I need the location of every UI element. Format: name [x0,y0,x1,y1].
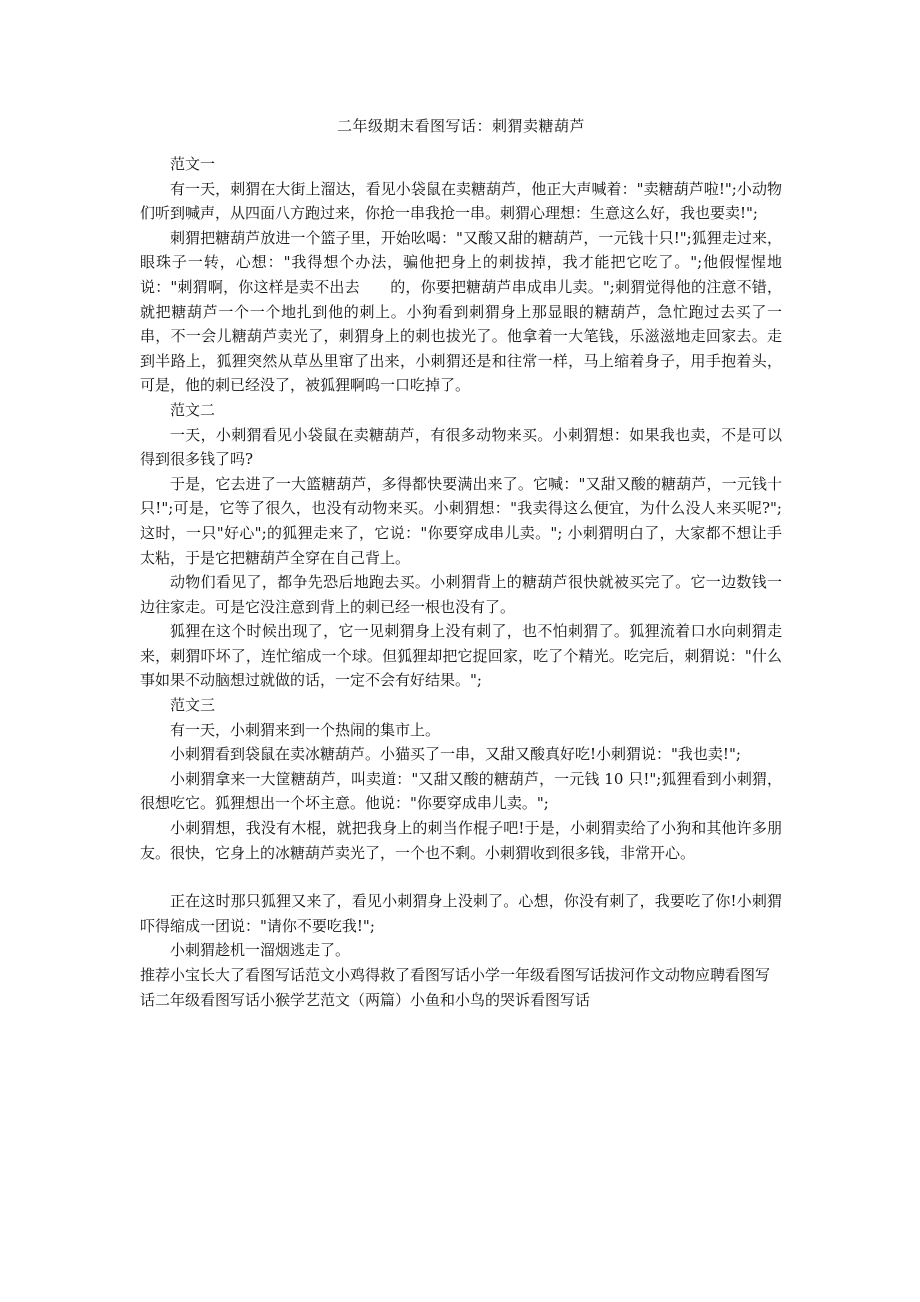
paragraph: 刺猬把糖葫芦放进一个篮子里，开始吆喝："又酸又甜的糖葫芦，一元钱十只!";狐狸走过来，眼珠子一转，心想："我得想个办法，骗他把身上的刺拔掉，我才能把它吃了。";他假惺惺地说："刺猬啊，你这样是卖不出去 的，你要把糖葫芦串成串儿卖。";刺猬觉得他的注意不错，就把糖葫芦一个一个地扎到他的刺上。小狗看到刺猬身上那显眼的糖葫芦，急忙跑过去买了一串，不一会儿糖葫芦卖光了，刺猬身上的刺也拔光了。他拿着一大笔钱，乐滋滋地走回家去。走到半路上，狐狸突然从草丛里窜了出来，小刺猬还是和往常一样，马上缩着身子，用手抱着头，可是，他的刺已经没了，被狐狸啊呜一口吃掉了。 [140,228,782,395]
recommended-articles[interactable]: 推荐小宝长大了看图写话范文小鸡得救了看图写话小学一年级看图写话拔河作文动物应聘看图写话二年级看图写话小猴学艺范文（两篇）小鱼和小鸟的哭诉看图写话 [140,966,771,1009]
paragraph: 动物们看见了，都争先恐后地跑去买。小刺猬背上的糖葫芦很快就被买完了。它一边数钱一边往家走。可是它没注意到背上的刺已经一根也没有了。 [140,573,782,616]
section-heading: 范文一 [170,155,216,173]
paragraph: 有一天，刺猬在大街上溜达，看见小袋鼠在卖糖葫芦，他正大声喊着："卖糖葫芦啦!";小动物们听到喊声，从四面八方跑过来，你抢一串我抢一串。刺猬心理想：生意这么好，我也要卖!"; [140,179,782,223]
blank-line [140,865,782,889]
section-heading: 范文三 [170,696,216,715]
paragraph: 于是，它去进了一大篮糖葫芦，多得都快要满出来了。它喊："又甜又酸的糖葫芦，一元钱十只!";可是，它等了很久，也没有动物来买。小刺猬想："我卖得这么便宜，为什么没人来买呢?";这时，一只"好心";的狐狸走来了，它说："你要穿成串儿卖。"; 小刺猬明白了，大家都不想让手太粘，于是它把糖葫芦全穿在自己背上。 [140,474,782,567]
paragraph: 小刺猬拿来一大筐糖葫芦，叫卖道："又甜又酸的糖葫芦，一元钱 10 只!";狐狸看到小刺猬，很想吃它。狐狸想出一个坏主意。他说："你要穿成串儿卖。"; [140,769,782,813]
paragraph: 一天，小刺猬看见小袋鼠在卖糖葫芦，有很多动物来买。小刺猬想：如果我也卖，不是可以得到很多钱了吗? [140,425,782,469]
section-heading: 范文二 [170,400,216,419]
document-body [140,152,782,1012]
paragraph: 有一天，小刺猬来到一个热闹的集市上。 [170,720,441,739]
paragraph: 小刺猬趁机一溜烟逃走了。 [170,941,351,960]
paragraph: 小刺猬看到袋鼠在卖冰糖葫芦。小猫买了一串，又甜又酸真好吃!小刺猬说："我也卖!"; [170,745,741,764]
paragraph: 正在这时那只狐狸又来了，看见小刺猬身上没刺了。心想，你没有刺了，我要吃了你!小刺猬吓得缩成一团说："请你不要吃我!"; [140,892,782,935]
paragraph: 狐狸在这个时候出现了，它一见刺猬身上没有刺了，也不怕刺猬了。狐狸流着口水向刺猬走来，刺猬吓坏了，连忙缩成一个球。但狐狸却把它捉回家，吃了个精光。吃完后，刺猬说："什么事如果不动脑想过就做的话，一定不会有好结果。"; [140,622,782,690]
paragraph: 小刺猬想，我没有木棍，就把我身上的刺当作棍子吧!于是，小刺猬卖给了小狗和其他许多朋友。很快，它身上的冰糖葫芦卖光了，一个也不剩。小刺猬收到很多钱，非常开心。 [140,819,782,862]
document-title: 二年级期末看图写话：刺猬卖糖葫芦 [336,117,585,135]
